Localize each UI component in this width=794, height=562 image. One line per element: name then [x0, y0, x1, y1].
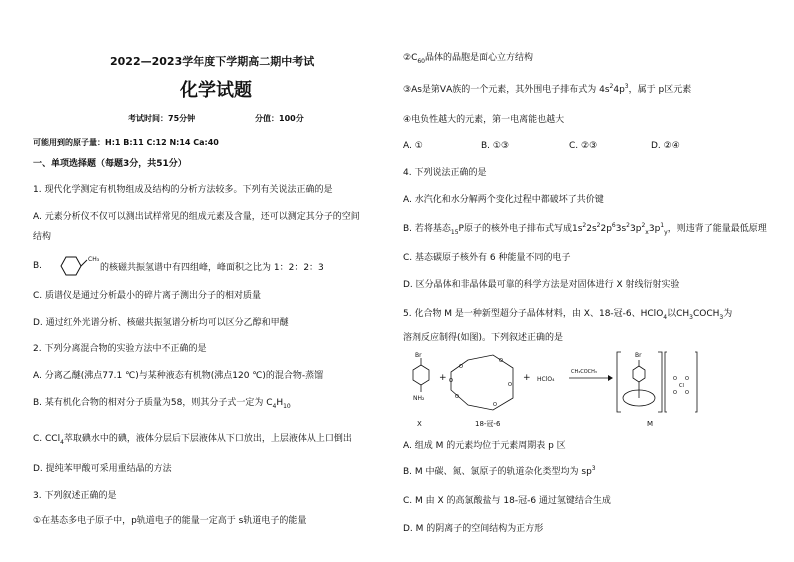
fig-solvent: CH₃COCH₃	[571, 369, 597, 375]
atomic-masses: 可能用到的原子量：H:1 B:11 C:12 N:14 Ca:40	[33, 138, 219, 147]
q1-stem: 1. 现代化学测定有机物组成及结构的分析方法较多。下列有关说法正确的是	[33, 185, 333, 195]
q3-option-b: B. ①③	[481, 141, 510, 151]
reaction-figure	[403, 350, 703, 430]
q2-stem: 2. 下列分离混合物的实验方法中不正确的是	[33, 344, 207, 354]
exam-time: 考试时间：75分钟	[128, 114, 196, 123]
q1-ch3-label: CH₃	[88, 256, 100, 263]
q5-stem: 5. 化合物 M 是一种新型超分子晶体材料，由 X、18-冠-6、HClO$_4$以$CH_3COCH_3$为	[403, 309, 733, 321]
q4-option-b: B. 若将基态$_{15}$P原子的核外电子排布式写成$1s^22s^22p^63s^23p^2_x3p^1_y$，则违背了能量最低原理	[403, 222, 767, 236]
fig-br-m: Br	[635, 352, 642, 359]
q5-option-c: C. M 由 X 的高氯酸盐与 18-冠-6 通过氢键结合生成	[403, 496, 611, 506]
q3-option-d: D. ②④	[651, 141, 680, 151]
q3-option-a: A. ①	[403, 141, 423, 151]
q5-option-b: B. M 中碳、氮、氯原子的轨道杂化类型均为 $sp^3$	[403, 465, 596, 477]
q1-option-d: D. 通过红外光谱分析、核磁共振氢谱分析均可以区分乙醇和甲醚	[33, 318, 289, 328]
q5-option-d: D. M 的阴离子的空间结构为正方形	[403, 524, 544, 534]
q3-statement-1: ①在基态多电子原子中，p轨道电子的能量一定高于 s轨道电子的能量	[33, 516, 307, 526]
q2-option-d: D. 提纯苯甲酸可采用重结晶的方法	[33, 464, 172, 474]
q3-statement-4: ④电负性越大的元素，第一电离能也越大	[403, 115, 565, 125]
q2-option-a: A. 分离乙醚(沸点77.1 ℃)与某种液态有机物(沸点120 ℃)的混合物-蒸馏	[33, 371, 324, 381]
svg-text:O: O	[455, 394, 459, 400]
svg-text:O: O	[685, 376, 689, 382]
svg-text:O: O	[673, 376, 677, 382]
fig-plus-2: +	[523, 373, 531, 383]
q4-option-d: D. 区分晶体和非晶体最可靠的科学方法是对固体进行 X 射线衍射实验	[403, 280, 680, 290]
q3-statement-2: $②C_{60}$晶体的晶胞是面心立方结构	[403, 53, 534, 65]
subject-title: 化学试题	[180, 80, 252, 101]
fig-hclo4: HClO₄	[537, 376, 555, 383]
svg-text:O: O	[459, 364, 463, 370]
exam-title: 2022—2023学年度下学期高二期中考试	[110, 55, 315, 68]
q3-statement-3: ③As是第ⅤA族的一个元素，其外围电子排布式为 $4s^24p^3$，属于 p区元素	[403, 83, 692, 95]
q1-option-c: C. 质谱仪是通过分析最小的碎片离子测出分子的相对质量	[33, 291, 262, 301]
x-benzene-ring	[413, 365, 429, 385]
methylcyclohexane-structure	[55, 252, 89, 280]
svg-text:O: O	[685, 390, 689, 396]
fig-nh2: NH₂	[413, 395, 425, 402]
q2-option-b: B. 某有机化合物的相对分子质量为58，则其分子式一定为 $C_4H_{10}$	[33, 398, 291, 410]
q4-option-c: C. 基态碳原子核外有 6 种能量不同的电子	[403, 253, 571, 263]
fig-plus-1: +	[439, 373, 447, 383]
svg-text:O: O	[673, 390, 677, 396]
q3-stem: 3. 下列叙述正确的是	[33, 491, 117, 501]
fig-crown-label: 18-冠-6	[475, 420, 501, 428]
svg-text:O: O	[499, 358, 503, 364]
svg-text:O: O	[493, 402, 497, 408]
q4-option-a: A. 水汽化和水分解两个变化过程中都破坏了共价键	[403, 195, 604, 205]
q5-stem-line2: 溶剂反应制得(如图)。下列叙述正确的是	[403, 333, 564, 343]
svg-text:Cl: Cl	[679, 383, 684, 389]
svg-text:O: O	[508, 382, 512, 388]
q1-option-b: 的核磁共振氢谱中有四组峰，峰面积之比为 1：2：2：3	[100, 263, 324, 273]
q4-stem: 4. 下列说法正确的是	[403, 168, 487, 178]
q1-option-a-cont: 结构	[33, 232, 52, 242]
fig-br-x: Br	[415, 352, 422, 359]
section-heading: 一、单项选择题（每题3分，共51分）	[33, 159, 187, 169]
q5-option-a: A. 组成 M 的元素均位于元素周期表 p 区	[403, 441, 566, 451]
q3-option-c: C. ②③	[569, 141, 598, 151]
q1-option-b-label: B.	[33, 261, 43, 271]
exam-score: 分值：100分	[255, 114, 304, 123]
svg-text:O: O	[449, 378, 453, 384]
q2-option-c: C. CCl$_4$萃取碘水中的碘，液体分层后下层液体从下口放出，上层液体从上口倒出	[33, 434, 352, 446]
fig-x-label: X	[417, 420, 422, 428]
fig-m-label: M	[647, 420, 654, 428]
q1-option-a: A. 元素分析仪不仅可以测出试样常见的组成元素及含量，还可以测定其分子的空间	[33, 212, 360, 222]
